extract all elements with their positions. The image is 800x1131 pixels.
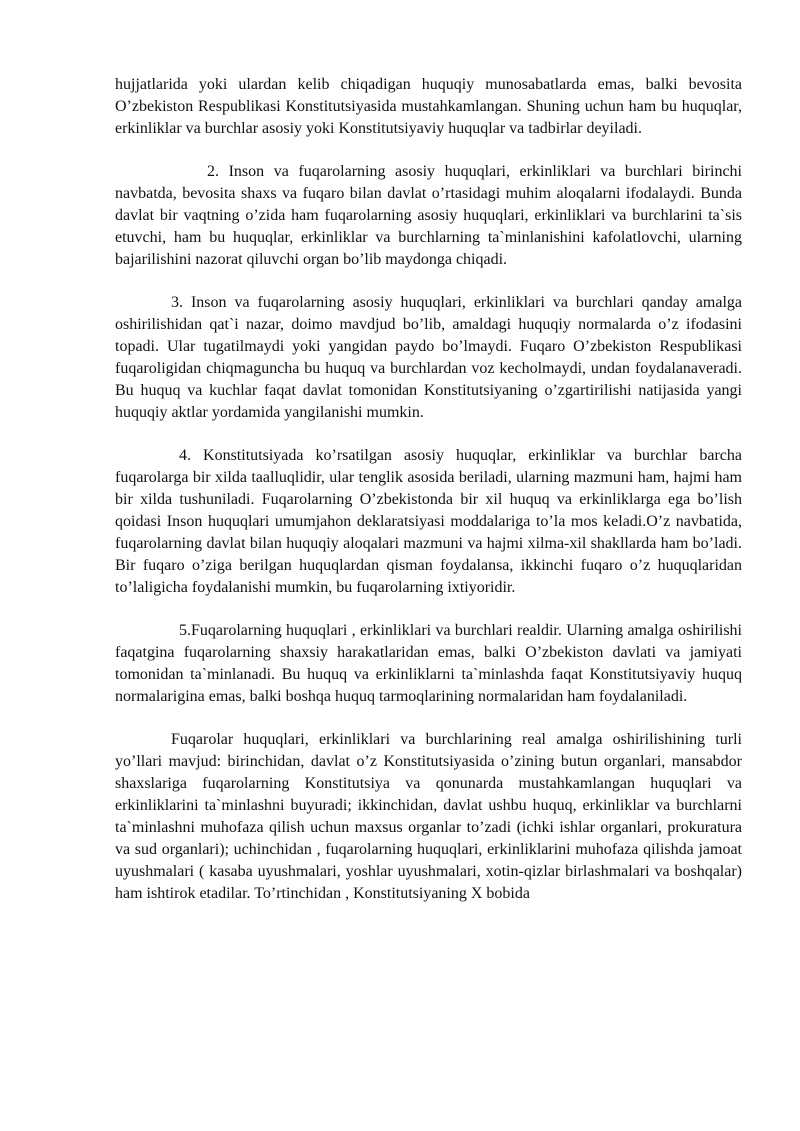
paragraph-realization-ways: Fuqarolar huquqlari, erkinliklari va burchlarining real amalga oshirilishining turli yo’llari mavjud: birinchidan, davlat o’z Konstitutsiyasida o’zining butun organlari, mansabdor shaxslariga fuqarolarning Konstitutsiya va qonunarda mustahkamlangan huquqlari va erkinliklarini ta`minlashni buyuradi; ikkinchidan, davlat ushbu huquq, erkinliklar va burchlarni ta`minlashni muhofaza qilish uchun maxsus organlar to’zadi (ichki ishlar organlari, prokuratura va sud organlari); uchinchidan , fuqarolarning huquqlari, erkinliklarini muhofaza qilishda jamoat uyushmalari ( kasaba uyushmalari, yoshlar uyushmalari, xotin-qizlar birlashmalari va boshqalar) ham ishtirok etadilar. To’rtinchidan , Konstitutsiyaning X bobida bbox=[115, 731, 742, 902]
paragraph-point-5: 5.Fuqarolarning huquqlari , erkinliklari va burchlari realdir. Ularning amalga oshirilishi faqatgina fuqarolarning shaxsiy harakatlaridan emas, balki O’zbekiston davlati va jamiyati tomonidan ta`minlanadi. Bu huquq va erkinliklarni ta`minlashda faqat Konstitutsiyaviy huquq normalarigina emas, balki boshqa huquq tarmoqlarining normalaridan ham foydalaniladi. bbox=[115, 622, 742, 705]
paragraph-point-3: 3. Inson va fuqarolarning asosiy huquqlari, erkinliklari va burchlari qanday amalga oshirilishidan qat`i nazar, doimo mavdjud bo’lib, amaldagi huquqiy normalarda o’z ifodasini topadi. Ular tugatilmaydi yoki yangidan paydo bo’lmaydi. Fuqaro O’zbekiston Respublikasi fuqaroligidan chiqmaguncha bu huquq va burchlardan voz kecholmaydi, undan foydalanaveradi. Bu huquq va kuchlar faqat davlat tomonidan Konstitutsiyaning o’zgartirilishi natijasida yangi huquqiy aktlar yordamida yangilanishi mumkin. bbox=[115, 294, 742, 421]
paragraph-point-2: 2. Inson va fuqarolarning asosiy huquqlari, erkinliklari va burchlari birinchi navbatda, bevosita shaxs va fuqaro bilan davlat o’rtasidagi muhim aloqalarni ifodalaydi. Bunda davlat bir vaqtning o’zida ham fuqarolarning asosiy huquqlari, erkinliklari va burchlarini ta`sis etuvchi, ham bu huquqlar, erkinliklar va burchlarning ta`minlanishini kafolatlovchi, ularning bajarilishini nazorat qiluvchi organ bo’lib maydonga chiqadi. bbox=[115, 163, 742, 268]
document-page bbox=[115, 74, 742, 905]
paragraph-point-4: 4. Konstitutsiyada ko’rsatilgan asosiy huquqlar, erkinliklar va burchlar barcha fuqarolarga bir xilda taalluqlidir, ular tenglik asosida beriladi, ularning mazmuni ham, hajmi ham bir xilda tushuniladi. Fuqarolarning O’zbekistonda bir xil huquq va erkinliklarga ega bo’lish qoidasi Inson huquqlari umumjahon deklaratsiyasi moddalariga to’la mos keladi.O’z navbatida, fuqarolarning davlat bilan huquqiy aloqalari mazmuni va hajmi xilma-xil shakllarda ham bo’ladi. Bir fuqaro o’ziga berilgan huquqlardan qisman foydalansa, ikkinchi fuqaro o’z huquqlaridan to’laligicha foydalanishi mumkin, bu fuqarolarning ixtiyoridir. bbox=[115, 447, 742, 596]
paragraph-continuation: hujjatlarida yoki ulardan kelib chiqadigan huquqiy munosabatlarda emas, balki bevosita O’zbekiston Respublikasi Konstitutsiyasida mustahkamlangan. Shuning uchun ham bu huquqlar, erkinliklar va burchlar asosiy yoki Konstitutsiyaviy huquqlar va tadbirlar deyiladi. bbox=[115, 76, 742, 137]
